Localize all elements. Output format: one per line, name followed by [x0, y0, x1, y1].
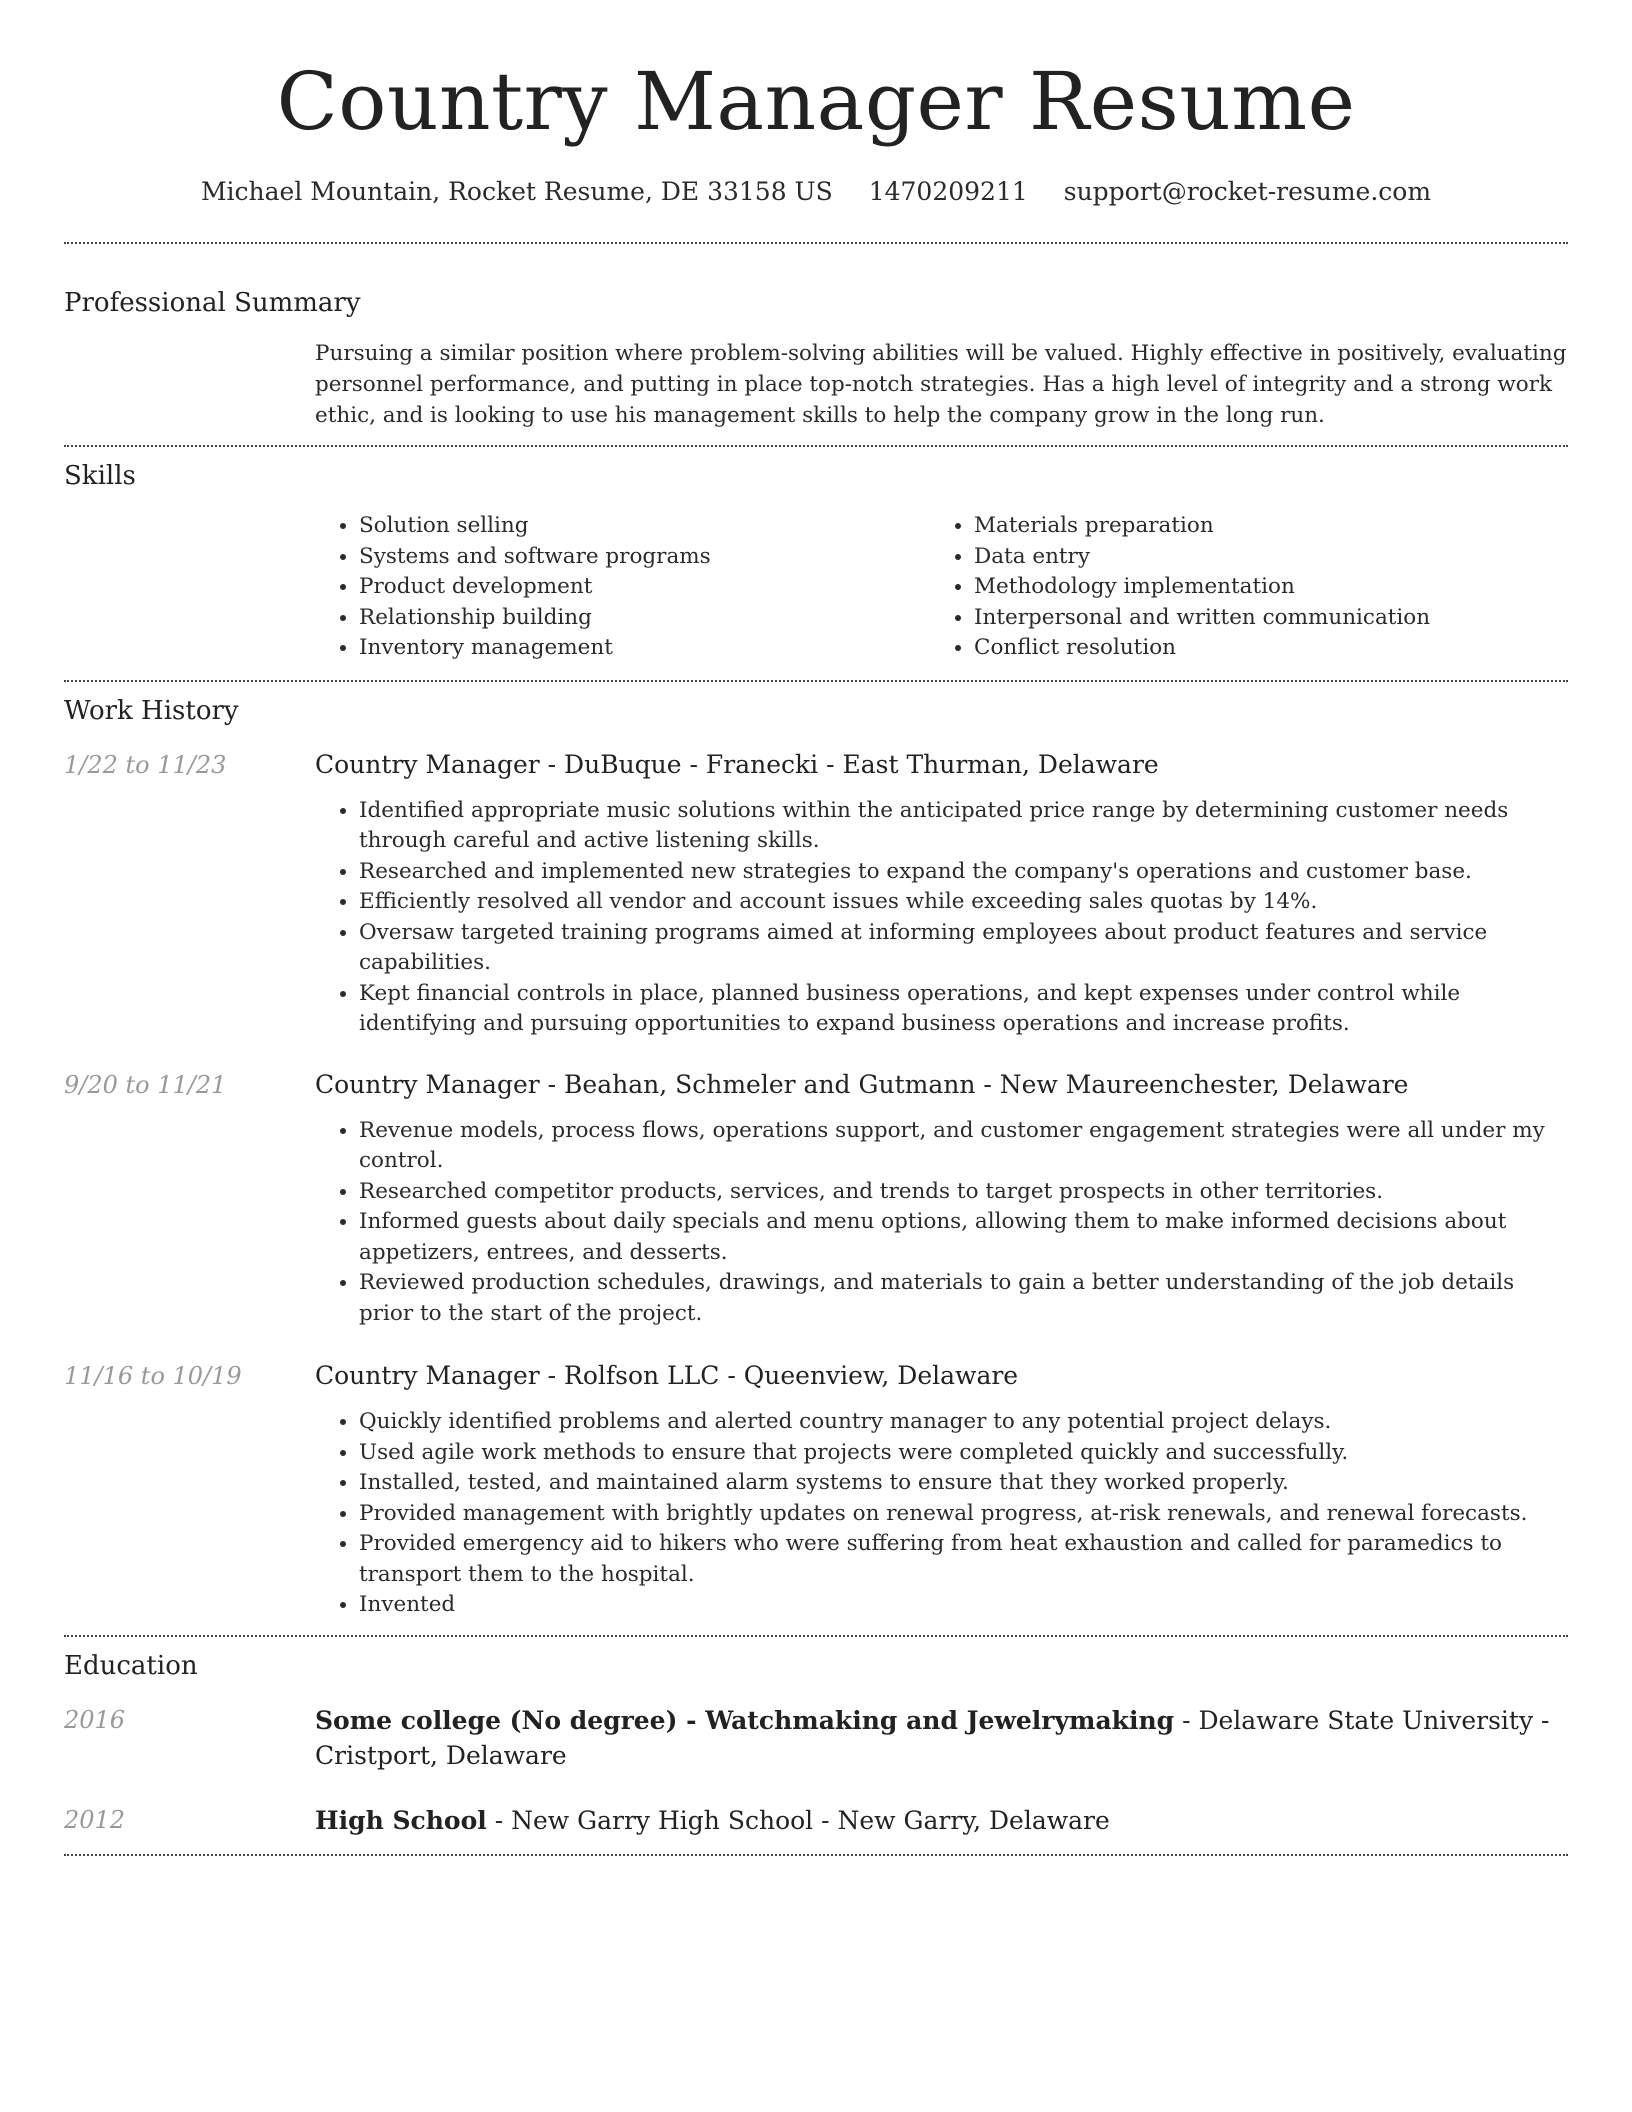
- job-title: Country Manager - DuBuque - Franecki - East Thurman, Delaware: [315, 749, 1159, 779]
- job-body: [315, 1068, 1568, 1330]
- job-entry: [64, 1068, 1568, 1330]
- education-title: [315, 1703, 1568, 1773]
- skill-item: • Methodology implementation: [974, 572, 1545, 603]
- job-bullet: • Researched competitor products, services, and trends to target prospects in other territories.: [359, 1177, 1568, 1208]
- education-entry: [64, 1803, 1568, 1838]
- job-bullet: • Provided emergency aid to hikers who were suffering from heat exhaustion and called for paramedics to transport them to the hospital.: [359, 1529, 1568, 1590]
- job-dates: 9/20 to 11/21: [64, 1070, 227, 1099]
- job-bullet: • Reviewed production schedules, drawings, and materials to gain a better understanding of the job details prior to the start of the project.: [359, 1268, 1568, 1329]
- page-title: Country Manager Resume: [276, 55, 1356, 148]
- education-year: 2016: [64, 1705, 126, 1734]
- education-entry: [64, 1703, 1568, 1773]
- skill-item: • Systems and software programs: [359, 542, 930, 573]
- job-entry: [64, 1359, 1568, 1621]
- job-bullet: • Invented: [359, 1590, 1568, 1621]
- job-bullet: • Kept financial controls in place, planned business operations, and kept expenses under control while identifying and pursuing opportunities to expand business operations and increase profits.: [359, 979, 1568, 1040]
- skill-item: • Data entry: [974, 542, 1545, 573]
- job-bullet: • Provided management with brightly updates on renewal progress, at-risk renewals, and renewal forecasts.: [359, 1499, 1568, 1530]
- education-body: [315, 1703, 1568, 1773]
- skill-item: • Interpersonal and written communication: [974, 603, 1545, 634]
- divider: [64, 1854, 1568, 1856]
- skills-section: [64, 447, 1568, 680]
- job-dates: 1/22 to 11/23: [64, 750, 227, 779]
- job-body: [315, 1359, 1568, 1621]
- job-entry: [64, 748, 1568, 1040]
- education-degree: High School: [315, 1805, 487, 1835]
- work-history-heading: Work History: [64, 695, 239, 726]
- education-body: [315, 1803, 1568, 1838]
- job-bullet: • Installed, tested, and maintained alarm systems to ensure that they worked properly.: [359, 1468, 1568, 1499]
- job-bullet: • Used agile work methods to ensure that projects were completed quickly and successfully.: [359, 1438, 1568, 1469]
- job-bullet: • Revenue models, process flows, operations support, and customer engagement strategies were all under my control.: [359, 1116, 1568, 1177]
- education-school: - New Garry High School - New Garry, Delaware: [486, 1805, 1110, 1835]
- job-bullet: • Quickly identified problems and alerted country manager to any potential project delays.: [359, 1407, 1568, 1438]
- job-dates: 11/16 to 10/19: [64, 1362, 242, 1390]
- education-degree: Some college (No degree) - Watchmaking and Jewelrymaking: [315, 1705, 1175, 1735]
- skill-item: • Inventory management: [359, 633, 930, 664]
- contact-address: Michael Mountain, Rocket Resume, DE 33158 US: [200, 177, 833, 206]
- job-bullet: • Informed guests about daily specials and menu options, allowing them to make informed decisions about appetizers, entrees, and desserts.: [359, 1207, 1568, 1268]
- education-year: 2012: [64, 1805, 126, 1834]
- job-bullet: • Researched and implemented new strategies to expand the company's operations and customer base.: [359, 857, 1568, 888]
- skill-item: • Conflict resolution: [974, 633, 1545, 664]
- skills-heading: Skills: [64, 461, 136, 491]
- skills-grid: [315, 511, 1568, 680]
- skill-item: • Solution selling: [359, 511, 930, 542]
- education-heading: Education: [64, 1650, 198, 1681]
- skill-item: • Product development: [359, 572, 930, 603]
- job-bullet: • Oversaw targeted training programs aimed at informing employees about product features and service capabilities.: [359, 918, 1568, 979]
- job-bullets: [315, 1407, 1568, 1621]
- job-bullets: [315, 796, 1568, 1040]
- education-school: - Delaware State University - Cristport, Delaware: [315, 1705, 1550, 1770]
- job-bullet: • Efficiently resolved all vendor and account issues while exceeding sales quotas by 14%.: [359, 887, 1568, 918]
- job-title: Country Manager - Beahan, Schmeler and Gutmann - New Maureenchester, Delaware: [315, 1069, 1409, 1099]
- skill-item: • Materials preparation: [974, 511, 1545, 542]
- skill-item: • Relationship building: [359, 603, 930, 634]
- work-history-section: [64, 682, 1568, 1635]
- summary-heading: Professional Summary: [64, 288, 361, 318]
- education-section: [64, 1637, 1568, 1854]
- contact-email: support@rocket-resume.com: [1063, 177, 1432, 206]
- skills-list-right: [930, 511, 1545, 664]
- contact-line: [64, 176, 1568, 208]
- education-title: [315, 1803, 1568, 1838]
- job-title: Country Manager - Rolfson LLC - Queenview, Delaware: [315, 1361, 1019, 1390]
- summary-text: Pursuing a similar position where problem-solving abilities will be valued. Highly effective in positively, evaluating personnel performance, and putting in place top-notch strategies. Has a high level of integrity and a strong work ethic, and is looking to use his management skills to help the company grow in the long run.: [315, 341, 1567, 428]
- job-bullet: • Identified appropriate music solutions within the anticipated price range by determining customer needs through careful and active listening skills.: [359, 796, 1568, 857]
- job-bullets: [315, 1116, 1568, 1330]
- skills-list-left: [315, 511, 930, 664]
- contact-phone: 1470209211: [868, 177, 1028, 206]
- job-body: [315, 748, 1568, 1040]
- summary-section: [64, 244, 1568, 445]
